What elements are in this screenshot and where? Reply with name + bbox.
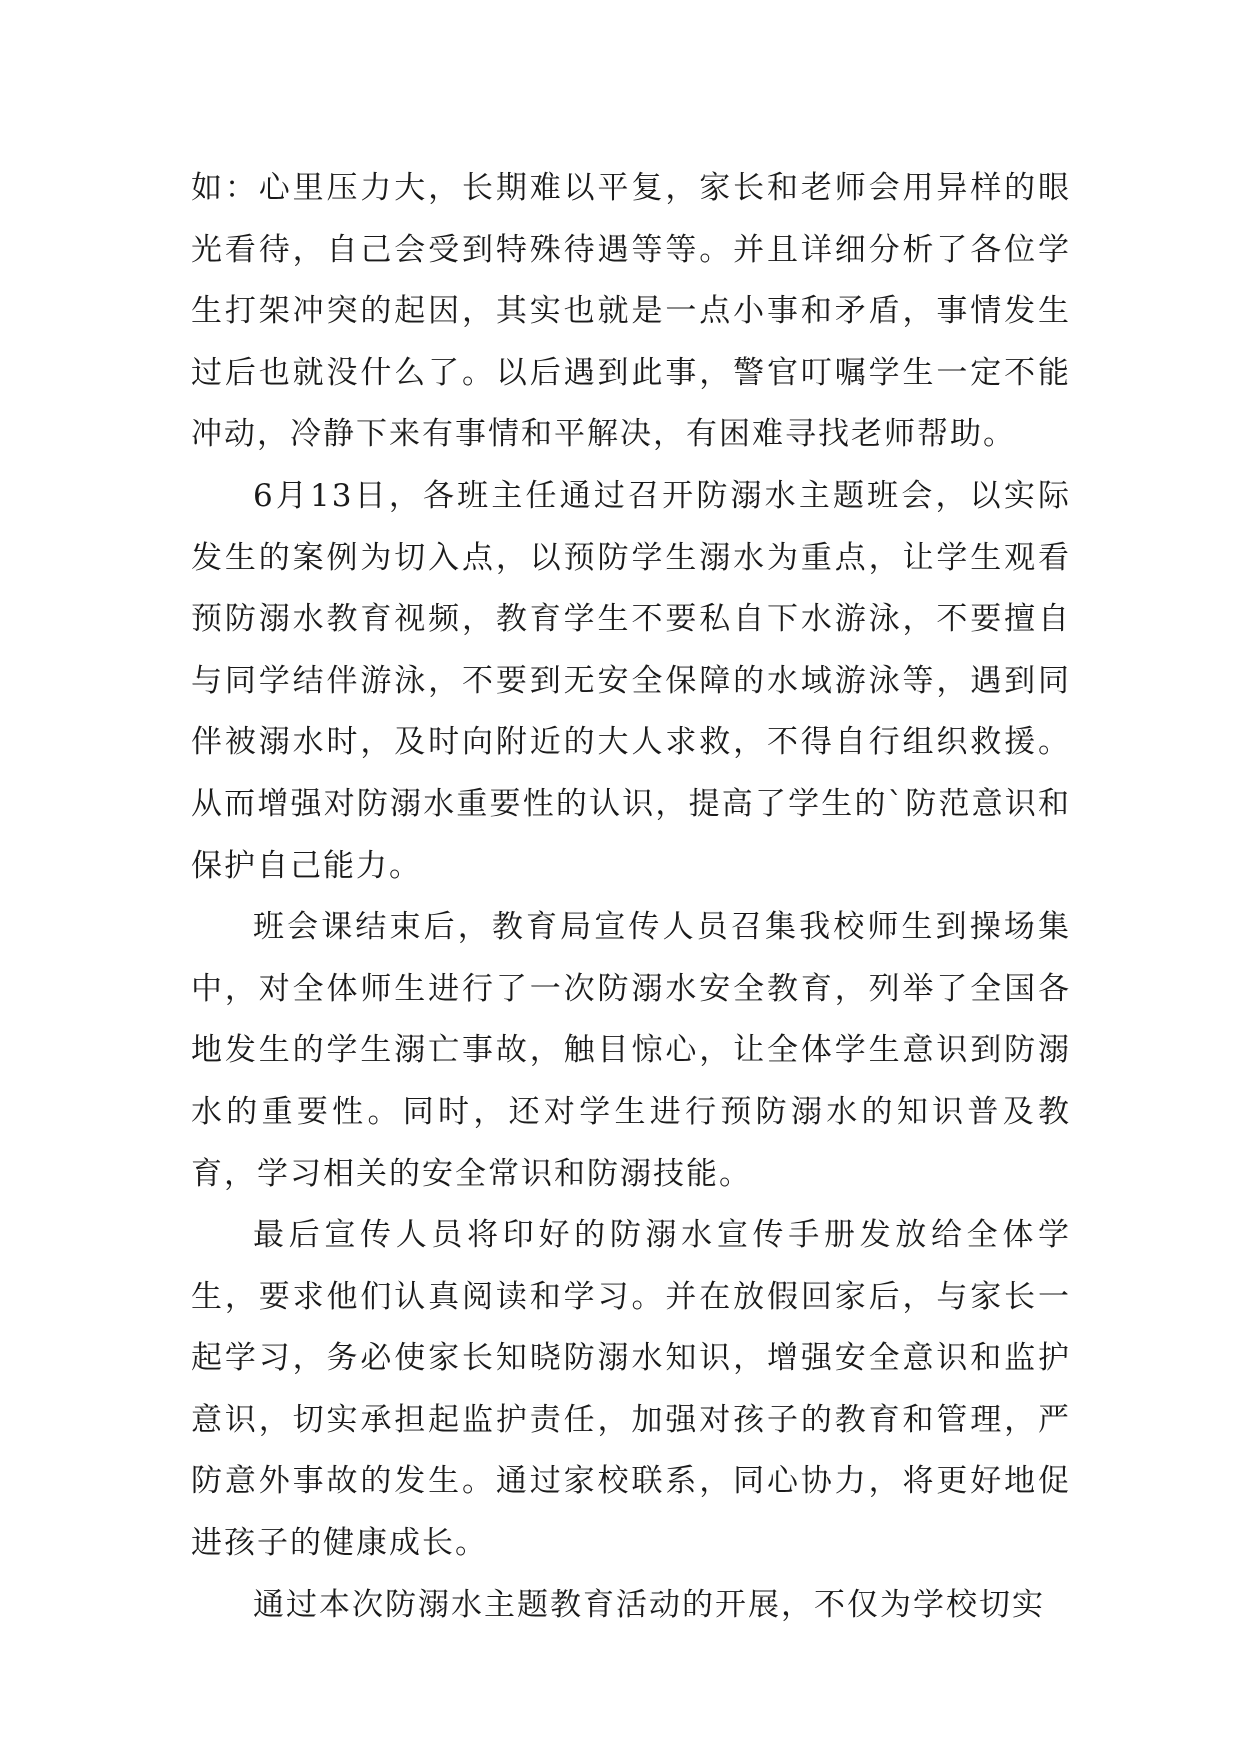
paragraph-safety-education: 班会课结束后，教育局宣传人员召集我校师生到操场集中，对全体师生进行了一次防溺水安全教育，列举了全国各地发生的学生溺亡事故，触目惊心，让全体学生意识到防溺水的重要性。同时，还对学生进行预防溺水的知识普及教育，学习相关的安全常识和防溺技能。 [191,909,1071,1192]
paragraph-continuation: 如：心里压力大，长期难以平复，家长和老师会用异样的眼光看待，自己会受到特殊待遇等等。并且详细分析了各位学生打架冲突的起因，其实也就是一点小事和矛盾，事情发生过后也就没什么了。以后遇到此事，警官叮嘱学生一定不能冲动，冷静下来有事情和平解决，有困难寻找老师帮助。 [191,170,1071,453]
paragraph-handbook-distribution: 最后宣传人员将印好的防溺水宣传手册发放给全体学生，要求他们认真阅读和学习。并在放假回家后，与家长一起学习，务必使家长知晓防溺水知识，增强安全意识和监护意识，切实承担起监护责任，加强对孩子的教育和管理，严防意外事故的发生。通过家校联系，同心协力，将更好地促进孩子的健康成长。 [191,1217,1071,1562]
paragraph-drowning-class-meeting: 6月13日，各班主任通过召开防溺水主题班会，以实际发生的案例为切入点，以预防学生溺水为重点，让学生观看预防溺水教育视频，教育学生不要私自下水游泳，不要擅自与同学结伴游泳，不要到无安全保障的水域游泳等，遇到同伴被溺水时，及时向附近的大人求救，不得自行组织救援。从而增强对防溺水重要性的认识，提高了学生的`防范意识和保护自己能力。 [191,477,1071,884]
document-body [191,158,1071,1636]
paragraph-conclusion: 通过本次防溺水主题教育活动的开展，不仅为学校切实 [253,1586,1045,1623]
